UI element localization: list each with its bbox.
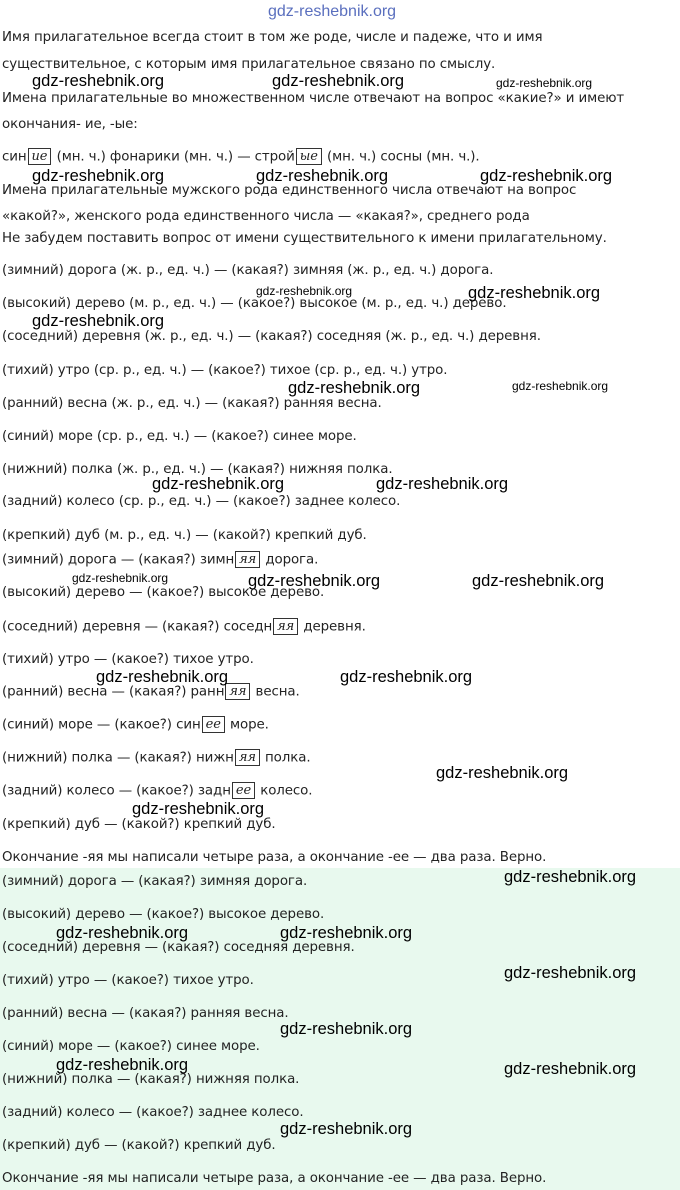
rule-line: Не забудем поставить вопрос от имени существительного к имени прилагательному.	[2, 231, 607, 246]
text-segment: (синий) море — (какое?) син	[2, 717, 201, 733]
watermark: gdz-reshebnik.org	[376, 475, 509, 493]
watermark: gdz-reshebnik.org	[56, 1056, 189, 1074]
final-line: (ранний) весна — (какая?) ранняя весна.	[2, 1006, 289, 1021]
answer-line	[2, 749, 310, 768]
watermark: gdz-reshebnik.org	[280, 1020, 413, 1038]
text-segment: (соседний) деревня — (какая?) соседн	[2, 619, 273, 635]
final-line: (крепкий) дуб — (какой?) крепкий дуб.	[2, 1138, 276, 1153]
answer-line: (тихий) утро — (какое?) тихое утро.	[2, 652, 254, 667]
analysis-line: (нижний) полка (ж. р., ед. ч.) — (какая?) нижняя полка.	[2, 462, 393, 477]
watermark: gdz-reshebnik.org	[480, 167, 613, 185]
text-segment: весна.	[255, 684, 300, 700]
final-line: (синий) море — (какое?) синее море.	[2, 1039, 260, 1054]
ending-box: ее	[202, 716, 225, 733]
answer-line	[2, 551, 318, 570]
text-segment: (мн. ч.) фонарики (мн. ч.) — строй	[56, 149, 295, 165]
text-segment: полка.	[265, 750, 311, 766]
rule-line: Имена прилагательные мужского рода единственного числа отвечают на вопрос	[2, 183, 577, 198]
analysis-line: (соседний) деревня (ж. р., ед. ч.) — (какая?) соседняя (ж. р., ед. ч.) деревня.	[2, 329, 541, 344]
text-segment: (зимний) дорога — (какая?) зимн	[2, 552, 235, 568]
watermark: gdz-reshebnik.org	[272, 72, 405, 90]
text-segment: син	[2, 149, 27, 165]
analysis-line: (тихий) утро (ср. р., ед. ч.) — (какое?) тихое (ср. р., ед. ч.) утро.	[2, 363, 448, 378]
rule-line: Имена прилагательные во множественном числе отвечают на вопрос «какие?» и имеют	[2, 91, 625, 106]
final-line: (тихий) утро — (какое?) тихое утро.	[2, 973, 254, 988]
answer-line	[2, 782, 312, 801]
watermark: gdz-reshebnik.org	[340, 668, 473, 686]
watermark: gdz-reshebnik.org	[472, 572, 605, 590]
site-title[interactable]: gdz-reshebnik.org	[268, 3, 397, 20]
watermark: gdz-reshebnik.org	[72, 571, 169, 585]
rule-line: «какой?», женского рода единственного числа — «какая?», среднего рода	[2, 209, 530, 224]
watermark: gdz-reshebnik.org	[504, 868, 637, 886]
watermark: gdz-reshebnik.org	[256, 167, 389, 185]
ending-box: ее	[232, 782, 255, 799]
watermark: gdz-reshebnik.org	[280, 1120, 413, 1138]
summary-line: Окончание -яя мы написали четыре раза, а окончание -ее — два раза. Верно.	[2, 850, 547, 865]
example-line	[2, 148, 480, 167]
ending-box: яя	[273, 618, 298, 635]
watermark: gdz-reshebnik.org	[32, 167, 165, 185]
watermark: gdz-reshebnik.org	[280, 924, 413, 942]
final-line: (нижний) полка — (какая?) нижняя полка.	[2, 1072, 300, 1087]
watermark: gdz-reshebnik.org	[96, 668, 229, 686]
analysis-line: (задний) колесо (ср. р., ед. ч.) — (какое?) заднее колесо.	[2, 494, 401, 509]
watermark: gdz-reshebnik.org	[504, 1060, 637, 1078]
text-segment: (нижний) полка — (какая?) нижн	[2, 750, 234, 766]
rule-line: Имя прилагательное всегда стоит в том же роде, числе и падеже, что и имя	[2, 30, 543, 45]
summary-line: Окончание -яя мы написали четыре раза, а окончание -ее — два раза. Верно.	[2, 1171, 547, 1186]
watermark: gdz-reshebnik.org	[504, 964, 637, 982]
answer-line	[2, 716, 269, 735]
answer-line: (высокий) дерево — (какое?) высокое дерево.	[2, 585, 325, 600]
analysis-line: (высокий) дерево (м. р., ед. ч.) — (какое?) высокое (м. р., ед. ч.) дерево.	[2, 296, 507, 311]
final-line: (соседний) деревня — (какая?) соседняя деревня.	[2, 940, 355, 955]
ending-box: ые	[296, 148, 322, 165]
ending-box: ие	[28, 148, 52, 165]
ending-box: яя	[225, 683, 250, 700]
answer-line	[2, 618, 366, 637]
watermark: gdz-reshebnik.org	[496, 76, 593, 90]
watermark: gdz-reshebnik.org	[288, 379, 421, 397]
watermark: gdz-reshebnik.org	[468, 284, 601, 302]
final-line: (высокий) дерево — (какое?) высокое дерево.	[2, 907, 325, 922]
watermark: gdz-reshebnik.org	[32, 312, 165, 330]
text-segment: колесо.	[260, 783, 313, 799]
rule-line: существительное, с которым имя прилагательное связано по смыслу.	[2, 57, 496, 72]
text-segment: море.	[229, 717, 269, 733]
answer-line: (крепкий) дуб — (какой?) крепкий дуб.	[2, 817, 276, 832]
watermark: gdz-reshebnik.org	[152, 475, 285, 493]
text-segment: дорога.	[265, 552, 319, 568]
text-segment: (задний) колесо — (какое?) задн	[2, 783, 231, 799]
watermark: gdz-reshebnik.org	[512, 379, 609, 393]
ending-box: яя	[235, 749, 260, 766]
text-segment: деревня.	[303, 619, 366, 635]
watermark: gdz-reshebnik.org	[248, 572, 381, 590]
analysis-line: (зимний) дорога (ж. р., ед. ч.) — (какая?) зимняя (ж. р., ед. ч.) дорога.	[2, 263, 494, 278]
final-line: (задний) колесо — (какое?) заднее колесо.	[2, 1105, 304, 1120]
watermark: gdz-reshebnik.org	[436, 764, 569, 782]
final-line: (зимний) дорога — (какая?) зимняя дорога.	[2, 874, 308, 889]
analysis-line: (крепкий) дуб (м. р., ед. ч.) — (какой?) крепкий дуб.	[2, 528, 367, 543]
analysis-line: (синий) море (ср. р., ед. ч.) — (какое?) синее море.	[2, 429, 357, 444]
watermark: gdz-reshebnik.org	[256, 284, 353, 298]
ending-box: яя	[235, 551, 260, 568]
watermark: gdz-reshebnik.org	[56, 924, 189, 942]
text-segment: (мн. ч.) сосны (мн. ч.).	[327, 149, 480, 165]
watermark: gdz-reshebnik.org	[32, 72, 165, 90]
analysis-line: (ранний) весна (ж. р., ед. ч.) — (какая?) ранняя весна.	[2, 396, 382, 411]
watermark: gdz-reshebnik.org	[132, 800, 265, 818]
rule-line: окончания- ие, -ые:	[2, 117, 138, 132]
text-segment: (ранний) весна — (какая?) ранн	[2, 684, 225, 700]
